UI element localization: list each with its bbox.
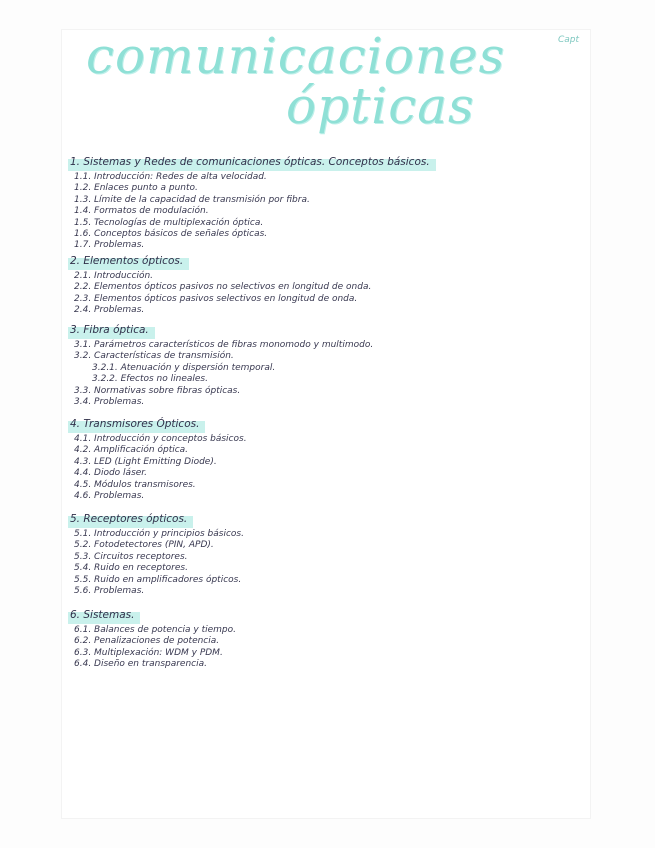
list-item: 2.1. Introducción. (74, 271, 154, 281)
list-item: 4.1. Introducción y conceptos básicos. (74, 434, 247, 444)
list-subitem: 3.2.2. Efectos no lineales. (92, 374, 208, 385)
corner-note: Capt (558, 35, 580, 45)
list-item: 6.4. Diseño en transparencia. (74, 659, 207, 670)
list-item: 1.6. Conceptos básicos de señales ópticas. (74, 229, 268, 240)
list-item: 3.1. Parámetros característicos de fibras monomodo y multimodo. (74, 340, 374, 350)
list-item: 5.5. Ruido en amplificadores ópticos. (74, 574, 242, 585)
list-item: 1.2. Enlaces punto a punto. (74, 183, 198, 194)
section-heading: 4. Transmisores Ópticos. (68, 417, 205, 431)
list-item: 2.3. Elementos ópticos pasivos selectivos en longitud de onda. (74, 293, 358, 304)
section-heading: 3. Fibra óptica. (68, 323, 155, 337)
list-item: 6.2. Penalizaciones de potencia. (74, 636, 220, 647)
title-line-1: comunicaciones (86, 27, 506, 85)
list-subitem: 3.2.1. Atenuación y dispersión temporal. (92, 362, 276, 373)
list-item: 5.6. Problemas. (74, 586, 145, 597)
section-2 (68, 249, 468, 317)
list-item: 4.5. Módulos transmisores. (74, 479, 196, 490)
section-heading: 2. Elementos ópticos. (68, 254, 189, 268)
list-item: 4.2. Amplificación óptica. (74, 445, 189, 456)
list-item: 1.5. Tecnologías de multiplexación óptica. (74, 217, 264, 228)
list-item: 3.3. Normativas sobre fibras ópticas. (74, 385, 241, 396)
list-item: 3.2. Características de transmisión. (74, 351, 234, 362)
list-item: 4.4. Diodo láser. (74, 468, 148, 479)
list-item: 1.3. Límite de la capacidad de transmisión por fibra. (74, 194, 310, 205)
list-item: 1.4. Formatos de modulación. (74, 206, 209, 217)
list-item: 5.2. Fotodetectores (PIN, APD). (74, 540, 214, 551)
list-item: 1.1. Introducción: Redes de alta velocidad. (74, 172, 267, 182)
section-5 (68, 507, 468, 597)
title-line-2: ópticas (286, 77, 475, 135)
list-item: 5.4. Ruido en receptores. (74, 563, 188, 574)
section-heading: 6. Sistemas. (68, 608, 140, 622)
section-1 (68, 150, 468, 252)
section-6 (68, 603, 468, 671)
list-item: 5.3. Circuitos receptores. (74, 551, 188, 562)
section-4 (68, 412, 468, 502)
section-heading: 5. Receptores ópticos. (68, 512, 193, 526)
list-item: 3.4. Problemas. (74, 397, 145, 408)
list-item: 6.1. Balances de potencia y tiempo. (74, 625, 237, 635)
list-item: 1.7. Problemas. (74, 240, 145, 251)
section-3 (68, 318, 468, 408)
list-item: 4.6. Problemas. (74, 491, 145, 502)
list-item: 2.4. Problemas. (74, 305, 145, 316)
list-item: 6.3. Multiplexación: WDM y PDM. (74, 647, 223, 658)
section-heading: 1. Sistemas y Redes de comunicaciones ópticas. Conceptos básicos. (68, 155, 436, 169)
list-item: 5.1. Introducción y principios básicos. (74, 529, 244, 539)
list-item: 2.2. Elementos ópticos pasivos no selectivos en longitud de onda. (74, 282, 372, 293)
list-item: 4.3. LED (Light Emitting Diode). (74, 456, 217, 467)
